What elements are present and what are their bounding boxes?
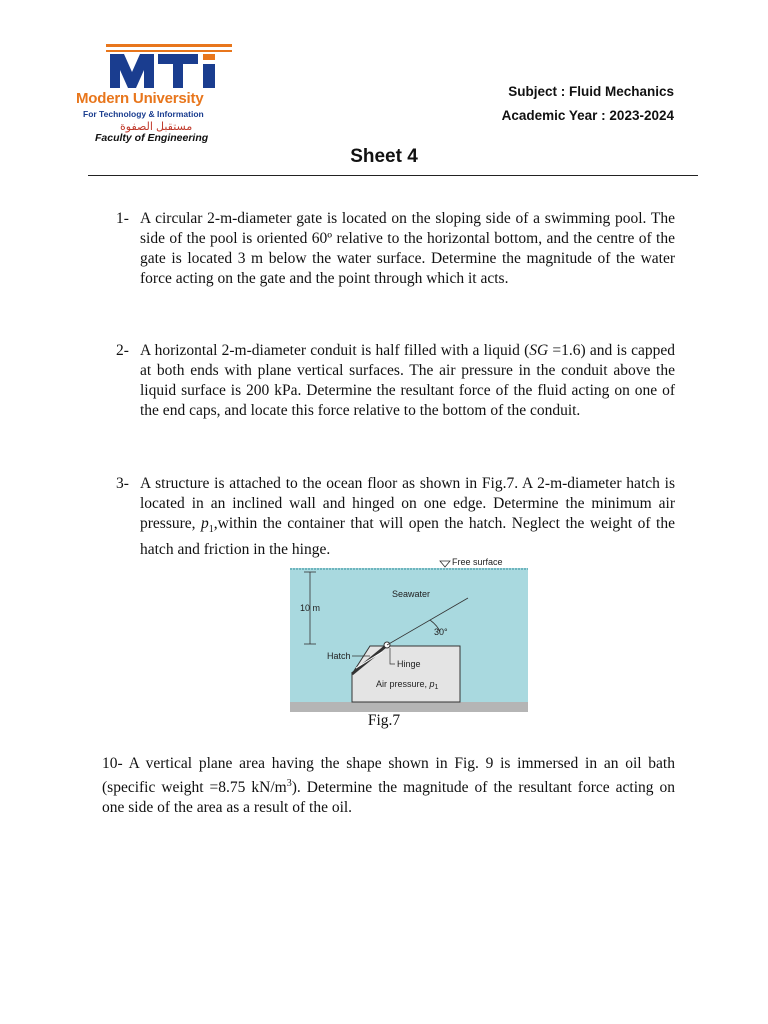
free-surface-label: Free surface bbox=[452, 557, 503, 567]
pressure-subscript: 1 bbox=[208, 524, 214, 536]
university-tagline: For Technology & Information bbox=[83, 109, 204, 119]
hatch-label: Hatch bbox=[327, 651, 351, 661]
pressure-symbol: p bbox=[201, 515, 209, 532]
question-3-text-end: ,within the container that will open the hatch. Neglect the weight of the hatch and friction in the hinge. bbox=[140, 515, 675, 559]
specific-gravity-symbol: SG bbox=[529, 342, 549, 359]
university-name: Modern University bbox=[76, 90, 204, 107]
question-3-text bbox=[140, 474, 675, 560]
question-1-number: 1- bbox=[116, 210, 129, 227]
ocean-floor bbox=[290, 702, 528, 712]
figure-7-caption: Fig.7 bbox=[367, 712, 401, 729]
unit-superscript: 3 bbox=[286, 778, 292, 789]
angle-label: 30° bbox=[434, 627, 448, 637]
depth-label: 10 m bbox=[300, 603, 321, 613]
figure-7-diagram bbox=[290, 556, 530, 714]
question-10-text-end: ). Determine the magnitude of the resultant force acting on one side of the area as a result of the oil. bbox=[102, 779, 675, 817]
air-pressure-label-text: Air pressure, bbox=[376, 679, 430, 689]
sheet-title: Sheet 4 bbox=[350, 146, 418, 167]
question-3-text-start: A structure is attached to the ocean floor as shown in Fig.7. A 2-m-diameter hatch is located in an inclined wall and hinged on one edge. Determine the minimum air pressure, bbox=[140, 475, 675, 532]
question-2-number: 2- bbox=[116, 342, 129, 359]
free-surface-marker-icon bbox=[440, 561, 450, 567]
title-divider bbox=[88, 175, 698, 176]
question-2-text bbox=[140, 341, 675, 421]
university-arabic-slogan: مستقبل الصفوة bbox=[120, 121, 193, 133]
structure bbox=[352, 646, 460, 702]
question-10-number: 10- bbox=[102, 755, 123, 772]
faculty-name: Faculty of Engineering bbox=[95, 132, 209, 144]
question-3-number: 3- bbox=[116, 475, 129, 492]
academic-year-line: Academic Year : 2023-2024 bbox=[501, 108, 674, 123]
question-1-text: A circular 2-m-diameter gate is located on the sloping side of a swimming pool. The side of the pool is oriented 60º relative to the horizontal bottom, and the centre of the gate is located 3 m below the water surface. Determine the magnitude of the water force acting on the gate and the point through which it acts. bbox=[140, 210, 675, 287]
air-pressure-subscript: 1 bbox=[434, 684, 439, 691]
university-logo bbox=[76, 42, 246, 147]
mti-logo-icon bbox=[106, 42, 236, 90]
seawater-label: Seawater bbox=[392, 589, 431, 599]
air-pressure-symbol: p bbox=[429, 679, 435, 689]
subject-line: Subject : Fluid Mechanics bbox=[508, 84, 674, 99]
question-2-text-end: =1.6) and is capped at both ends with plane vertical surfaces. The air pressure in the conduit above the liquid surface is 200 kPa. Determine the resultant force of the fluid acting on one of the end caps, and locate this force relative to the bottom of the conduit. bbox=[140, 342, 675, 419]
question-10-text bbox=[102, 754, 675, 818]
hinge-label: Hinge bbox=[397, 659, 421, 669]
question-2-text-start: A horizontal 2-m-diameter conduit is half filled with a liquid ( bbox=[140, 342, 530, 359]
question-10-text-start: A vertical plane area having the shape shown in Fig. 9 is immersed in an oil bath (specific weight =8.75 kN/m bbox=[102, 755, 675, 797]
